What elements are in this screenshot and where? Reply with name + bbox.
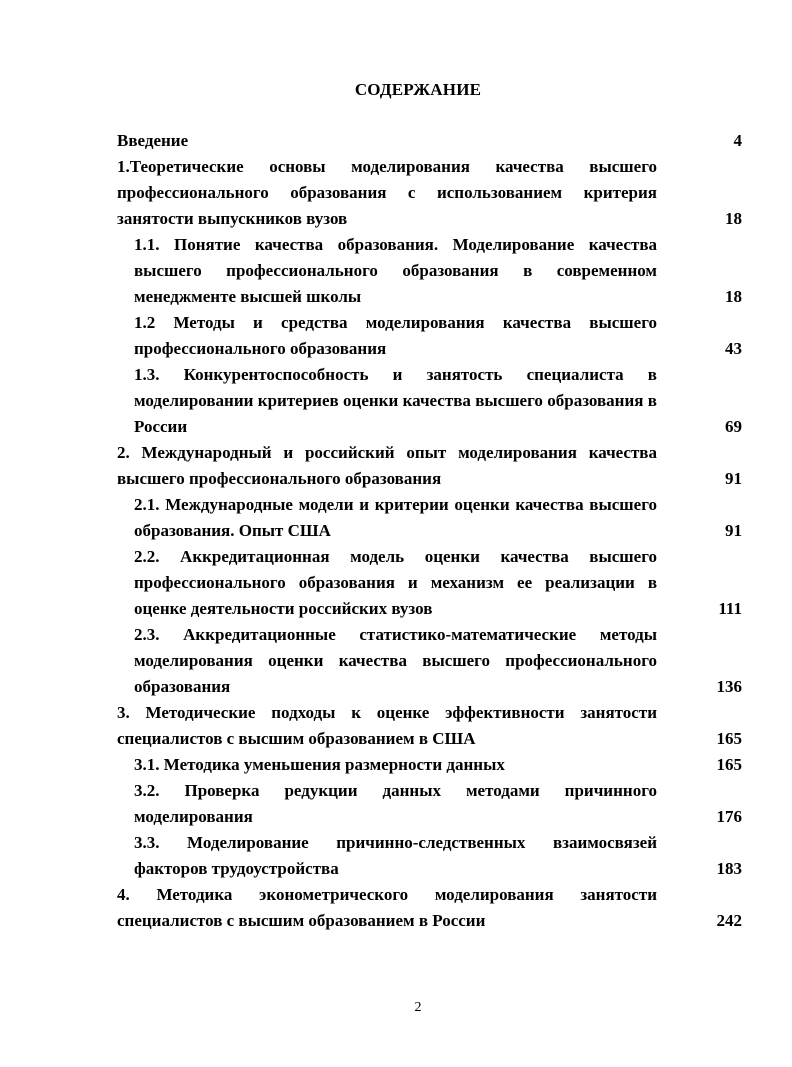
toc-entry-page: 111 [718, 599, 742, 618]
toc-entry-page: 136 [716, 677, 742, 696]
toc-entry-chapter-1 [117, 154, 742, 232]
toc-entry-page: 43 [725, 339, 742, 358]
toc-entry-page: 176 [716, 807, 742, 826]
page-number: 2 [414, 1000, 422, 1015]
toc-entry-page: 91 [725, 469, 742, 488]
toc-entry-chapter-3 [117, 700, 742, 752]
toc-entry-text: 3.2. Проверка редукции данных методами причинного моделирования [134, 781, 657, 826]
toc-entry-text: 3.3. Моделирование причинно-следственных взаимосвязей факторов трудоустройства [134, 833, 657, 878]
toc-entry-page: 18 [725, 287, 742, 306]
toc-entry-page: 69 [725, 417, 742, 436]
toc-entry-chapter-2 [117, 440, 742, 492]
toc-entry-text: 3.1. Методика уменьшения размерности данных [134, 755, 505, 774]
table-of-contents [117, 128, 742, 934]
toc-entry-text: 1.1. Понятие качества образования. Моделирование качества высшего профессионального образования в современном менеджменте высшей школы [134, 235, 657, 306]
toc-entry-text: 2.3. Аккредитационные статистико-математические методы моделирования оценки качества высшего профессионального образования [134, 625, 657, 696]
toc-entry-text: 1.3. Конкурентоспособность и занятость специалиста в моделировании критериев оценки качества высшего образования в России [134, 365, 657, 436]
toc-entry-section-3-3 [134, 830, 742, 882]
toc-entry-page: 165 [716, 755, 742, 774]
toc-entry-page: 18 [725, 209, 742, 228]
toc-entry-section-1-2 [134, 310, 742, 362]
toc-entry-text: 1.Теоретические основы моделирования качества высшего профессионального образования с использованием критерия занятости выпускников вузов [117, 157, 657, 228]
toc-entry-text: 2.1. Международные модели и критерии оценки качества высшего образования. Опыт США [134, 495, 657, 540]
toc-entry-text: 2.2. Аккредитационная модель оценки качества высшего профессионального образования и механизм ее реализации в оценке деятельности российских вузов [134, 547, 657, 618]
toc-entry-text: 4. Методика эконометрического моделирования занятости специалистов с высшим образованием в России [117, 885, 657, 930]
toc-entry-page: 242 [716, 911, 742, 930]
toc-entry-text: 2. Международный и российский опыт моделирования качества высшего профессионального образования [117, 443, 657, 488]
toc-entry-page: 165 [716, 729, 742, 748]
toc-entry-text: 3. Методические подходы к оценке эффективности занятости специалистов с высшим образованием в США [117, 703, 657, 748]
toc-entry-section-2-2 [134, 544, 742, 622]
toc-entry-page: 183 [716, 859, 742, 878]
toc-entry-text: 1.2 Методы и средства моделирования качества высшего профессионального образования [134, 313, 657, 358]
toc-entry-section-1-3 [134, 362, 742, 440]
toc-entry-text: Введение [117, 131, 189, 150]
page-title: СОДЕРЖАНИЕ [354, 80, 482, 99]
toc-entry-section-3-2 [134, 778, 742, 830]
toc-entry-section-2-1 [134, 492, 742, 544]
toc-entry-chapter-4 [117, 882, 742, 934]
toc-entry-page: 91 [725, 521, 742, 540]
toc-entry-section-3-1 [134, 752, 742, 778]
toc-entry-section-2-3 [134, 622, 742, 700]
toc-entry-introduction [117, 128, 742, 154]
toc-entry-page: 4 [733, 131, 742, 150]
toc-entry-section-1-1 [134, 232, 742, 310]
